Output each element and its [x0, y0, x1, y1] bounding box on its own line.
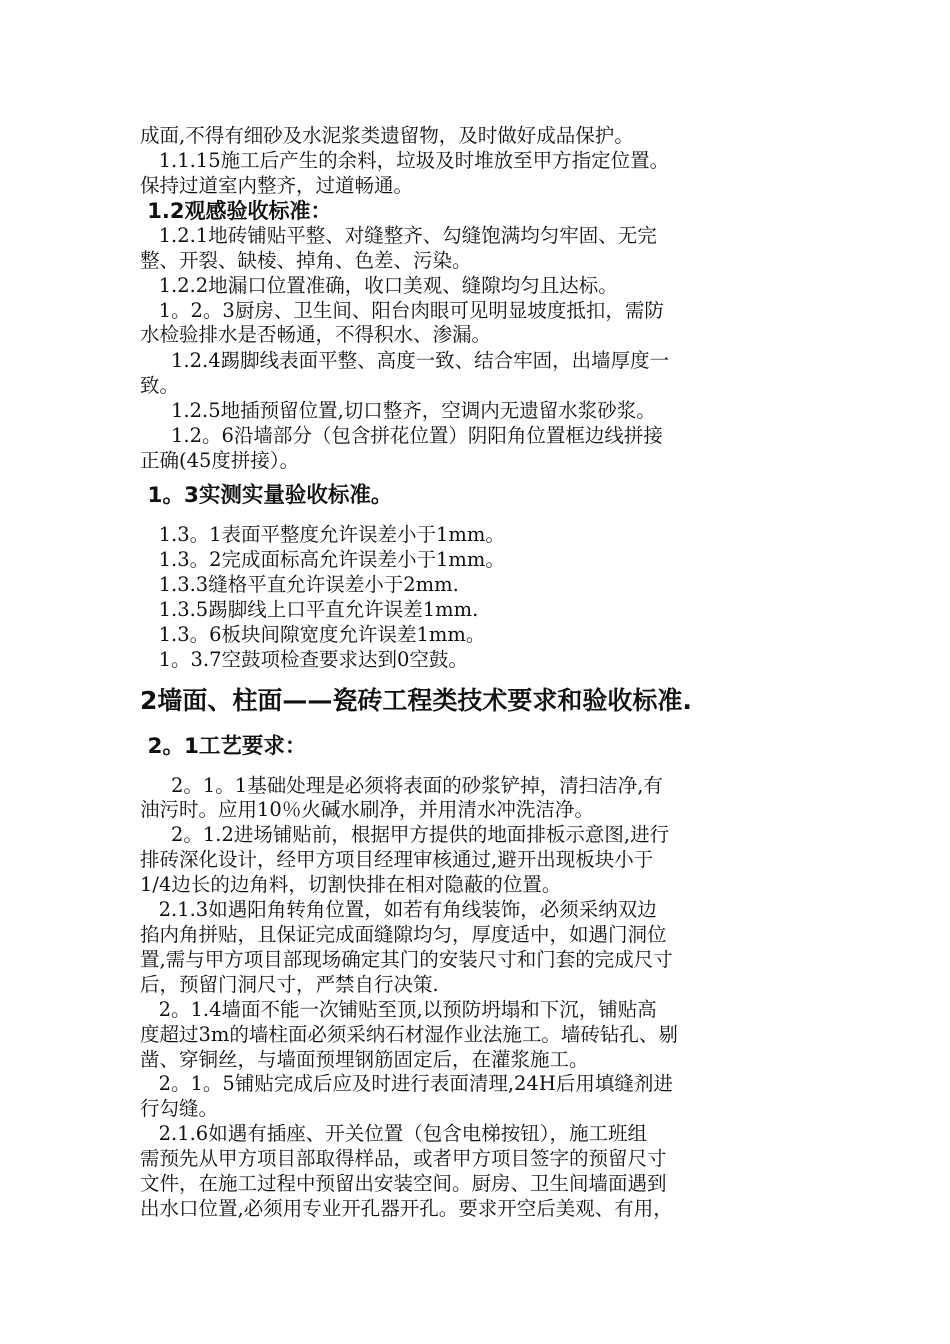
list-item: 1。3.7空鼓项检查要求达到0空鼓。: [140, 648, 468, 671]
paragraph-line: 需预先从甲方项目部取得样品，或者甲方项目签字的预留尺寸: [140, 1147, 667, 1170]
paragraph-line: 文件，在施工过程中预留出安装空间。厨房、卫生间墙面遇到: [140, 1172, 667, 1195]
paragraph-line: 油污时。应用10％火碱水刷净，并用清水冲洗洁净。: [140, 798, 594, 821]
paragraph-line: 1.2.5地插预留位置,切口整齐，空调内无遗留水浆砂浆。: [140, 399, 656, 422]
list-item: 1.3。6板块间隙宽度允许误差1mm。: [140, 623, 486, 646]
list-item: 1.3.5踢脚线上口平直允许误差1mm.: [140, 598, 479, 621]
paragraph-line: 成面,不得有细砂及水泥浆类遗留物，及时做好成品保护。: [140, 124, 634, 147]
paragraph-line: 1.2.1地砖铺贴平整、对缝整齐、勾缝饱满均匀牢固、无完: [140, 224, 657, 247]
paragraph-line: 1.2.2地漏口位置准确，收口美观、缝隙均匀且达标。: [140, 274, 618, 297]
paragraph-line: 2.1.3如遇阳角转角位置，如若有角线装饰，必须采纳双边: [140, 898, 657, 921]
paragraph-line: 1。2。3厨房、卫生间、阳台肉眼可见明显坡度抵扣，需防: [140, 299, 664, 322]
paragraph-line: 1.2.4踢脚线表面平整、高度一致、结合牢固，出墙厚度一: [140, 349, 670, 372]
paragraph-line: 置,需与甲方项目部现场确定其门的安装尺寸和门套的完成尺寸: [140, 948, 673, 971]
list-item: 1.3。2完成面标高允许误差小于1mm。: [140, 548, 505, 571]
section-heading-2-1: 2。1工艺要求：: [140, 734, 307, 759]
section-heading-1-3: 1。3实测实量验收标准。: [140, 483, 393, 508]
paragraph-line: 整、开裂、缺棱、掉角、色差、污染。: [140, 249, 472, 272]
paragraph-line: 度超过3m的墙柱面必须采纳石材湿作业法施工。墙砖钻孔、剔: [140, 1023, 678, 1046]
paragraph-line: 正确(45度拼接）。: [140, 449, 300, 472]
paragraph-line: 2。1。5铺贴完成后应及时进行表面清理,24H后用填缝剂进: [140, 1072, 673, 1095]
paragraph-line: 后，预留门洞尺寸，严禁自行决策.: [140, 973, 439, 996]
paragraph-line: 1.1.15施工后产生的余料，垃圾及时堆放至甲方指定位置。: [140, 149, 670, 172]
list-item: 1.3.3缝格平直允许误差小于2mm.: [140, 573, 459, 596]
paragraph-line: 出水口位置,必须用专业开孔器开孔。要求开空后美观、有用，: [140, 1197, 673, 1220]
paragraph-line: 行勾缝。: [140, 1097, 219, 1120]
paragraph-line: 1.2。6沿墙部分（包含拼花位置）阴阳角位置框边线拼接: [140, 424, 663, 447]
paragraph-line: 2.1.6如遇有插座、开关位置（包含电梯按钮），施工班组: [140, 1122, 647, 1145]
paragraph-line: 掐内角拼贴，且保证完成面缝隙均匀，厚度适中，如遇门洞位: [140, 923, 667, 946]
paragraph-line: 2。1。1基础处理是必须将表面的砂浆铲掉，清扫洁净,有: [140, 774, 663, 797]
paragraph-line: 凿、穿铜丝，与墙面预埋钢筋固定后，在灌浆施工。: [140, 1048, 589, 1071]
paragraph-line: 1/4边长的边角料，切割快排在相对隐蔽的位置。: [140, 873, 562, 896]
paragraph-line: 2。1.2进场铺贴前，根据甲方提供的地面排板示意图,进行: [140, 823, 670, 846]
paragraph-line: 水检验排水是否畅通，不得积水、渗漏。: [140, 323, 492, 346]
paragraph-line: 致。: [140, 374, 180, 397]
paragraph-line: 2。1.4墙面不能一次铺贴至顶,以预防坍塌和下沉，铺贴高: [140, 998, 657, 1021]
chapter-heading-2: 2墙面、柱面——瓷砖工程类技术要求和验收标准.: [140, 686, 692, 715]
paragraph-line: 保持过道室内整齐，过道畅通。: [140, 174, 414, 197]
paragraph-line: 排砖深化设计，经甲方项目经理审核通过,避开出现板块小于: [140, 848, 654, 871]
list-item: 1.3。1表面平整度允许误差小于1mm。: [140, 523, 505, 546]
section-heading-1-2: 1.2观感验收标准：: [140, 199, 332, 223]
